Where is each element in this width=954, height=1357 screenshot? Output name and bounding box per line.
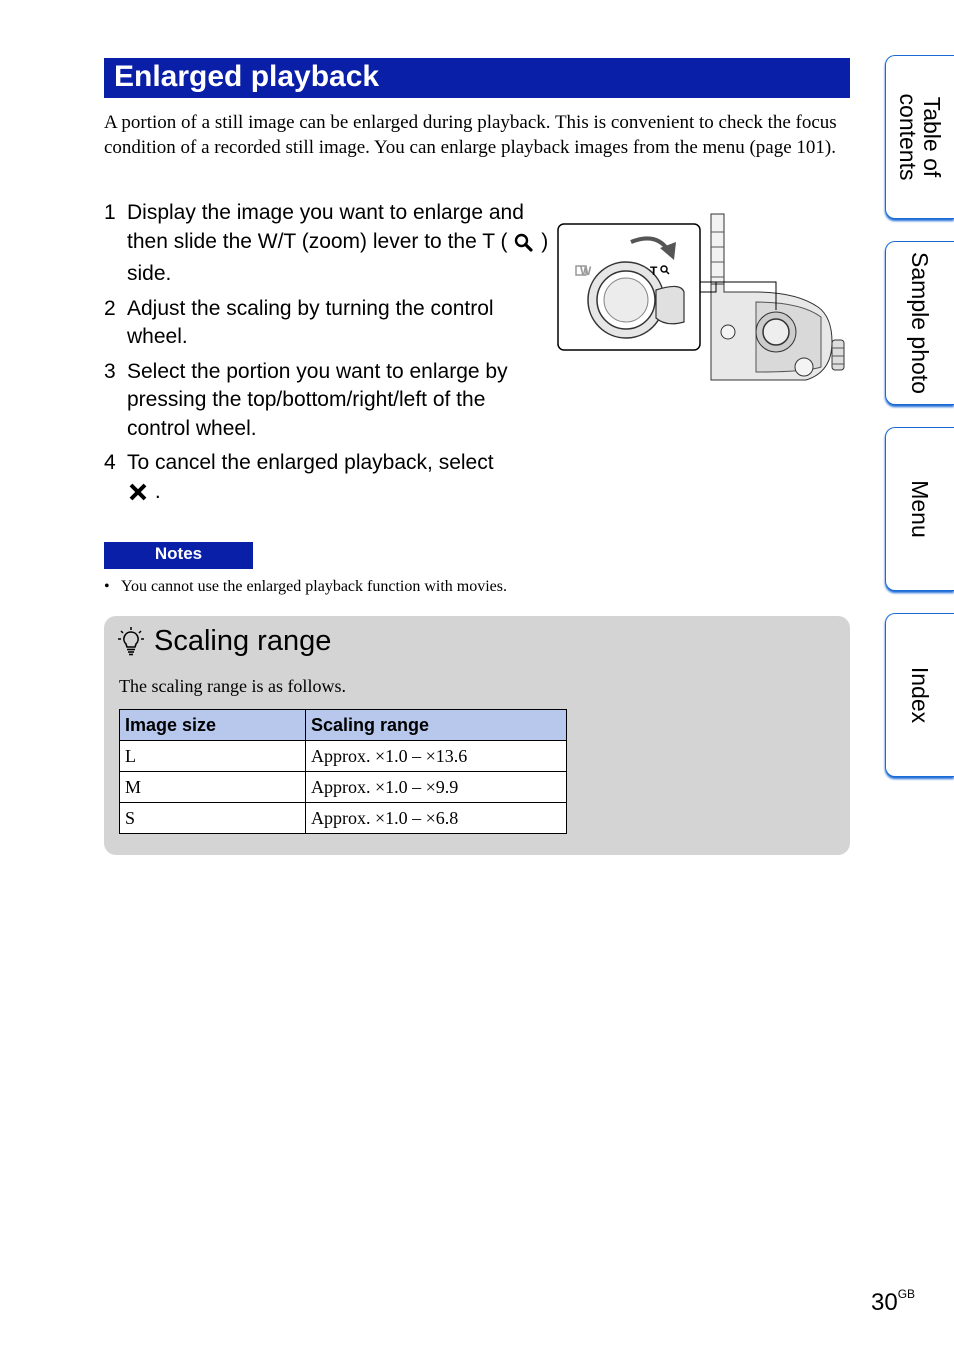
notes-label: Notes <box>104 542 253 569</box>
tab-menu[interactable] <box>885 427 954 591</box>
column-header-scaling-range: Scaling range <box>306 710 567 741</box>
table-row <box>120 803 567 834</box>
step-text: Adjust the scaling by turning the control wheel. <box>127 296 494 348</box>
tab-label: Table of contents <box>895 93 945 181</box>
column-header-image-size: Image size <box>120 710 306 741</box>
step-text: To cancel the enlarged playback, select <box>127 451 494 474</box>
image-size-cell: L <box>120 741 306 772</box>
step-number: 3 <box>104 359 116 383</box>
page-title: Enlarged playback <box>114 60 380 93</box>
lever-w-label: W <box>580 264 592 278</box>
image-size-cell: M <box>120 772 306 803</box>
note-bullet: • <box>104 578 110 595</box>
image-size-cell: S <box>120 803 306 834</box>
lever-t-label: T <box>650 264 658 278</box>
camera-zoom-lever-illustration <box>556 212 848 388</box>
scaling-range-cell: Approx. ×1.0 – ×6.8 <box>306 803 567 834</box>
page-number-suffix: GB <box>897 1287 916 1301</box>
tab-index[interactable] <box>885 613 954 777</box>
scaling-range-cell: Approx. ×1.0 – ×9.9 <box>306 772 567 803</box>
title-bar <box>104 58 850 98</box>
table-row <box>120 741 567 772</box>
tab-sample-photo[interactable] <box>885 241 954 405</box>
step-4 <box>104 449 554 510</box>
step-text-end: ) side. <box>127 229 549 285</box>
steps-list <box>104 199 554 516</box>
scaling-range-table <box>119 709 567 834</box>
step-number: 1 <box>104 201 116 224</box>
scaling-range-cell: Approx. ×1.0 – ×13.6 <box>306 741 567 772</box>
step-2 <box>104 295 554 352</box>
step-text: Display the image you want to enlarge and then slide the W/T (zoom) lever to the T ( <box>127 201 524 253</box>
table-header-row <box>120 710 567 741</box>
hint-title: Scaling range <box>154 625 332 657</box>
step-text-end: . <box>154 479 161 503</box>
intro-paragraph: A portion of a still image can be enlarged during playback. This is convenient to check the focus condition of a recorded still image. You can enlarge playback images from the menu (page 101). <box>104 112 837 158</box>
magnifier-icon <box>513 232 535 261</box>
step-1 <box>104 199 554 289</box>
tab-label: Index <box>907 666 933 724</box>
note-item-text: You cannot use the enlarged playback function with movies. <box>121 578 507 595</box>
hint-box <box>104 616 850 855</box>
table-row <box>120 772 567 803</box>
tab-label: Sample photo <box>907 252 933 394</box>
step-number: 2 <box>104 296 116 320</box>
side-navigation <box>885 0 954 800</box>
step-3 <box>104 358 554 444</box>
hint-text: The scaling range is as follows. <box>119 676 346 696</box>
step-number: 4 <box>104 451 116 474</box>
tab-label: Menu <box>907 480 933 538</box>
step-text: Select the portion you want to enlarge by pressing the top/bottom/right/left of the control wheel. <box>127 359 508 440</box>
note-item <box>104 576 507 598</box>
page-number: $30^{GB}$ <box>871 1287 916 1316</box>
tab-table-of-contents[interactable] <box>885 55 954 219</box>
lightbulb-icon <box>118 626 144 661</box>
close-icon <box>127 482 149 511</box>
